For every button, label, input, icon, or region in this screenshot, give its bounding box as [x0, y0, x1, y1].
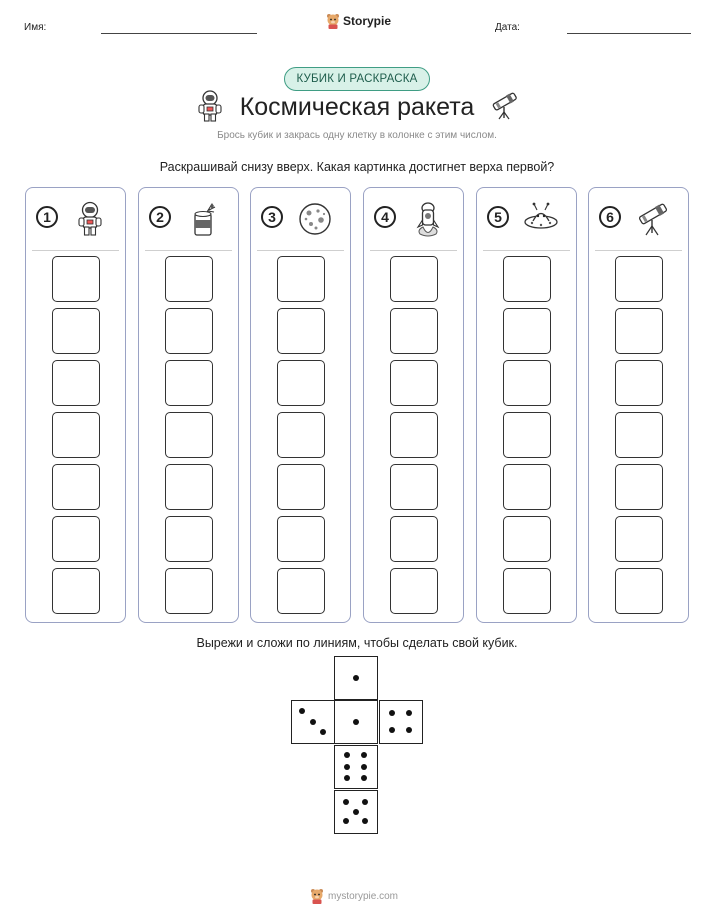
activity-badge: КУБИК И РАСКРАСКА	[284, 67, 430, 91]
column-number: 6	[599, 206, 621, 228]
storypie-logo	[326, 13, 391, 29]
food-can-icon	[184, 200, 222, 238]
column-number: 5	[487, 206, 509, 228]
name-line[interactable]	[101, 33, 257, 34]
coloring-instruction: Раскрашивай снизу вверх. Какая картинка достигнет верха первой?	[159, 160, 555, 174]
die-pip	[344, 775, 350, 781]
dice-column-3	[250, 187, 351, 623]
die-face-1	[334, 700, 378, 744]
coloring-box[interactable]	[277, 516, 325, 562]
dice-column-1	[25, 187, 126, 623]
bear-logo-icon	[326, 13, 340, 29]
coloring-box[interactable]	[165, 256, 213, 302]
coloring-box[interactable]	[165, 412, 213, 458]
column-header	[589, 200, 688, 240]
coloring-box[interactable]	[52, 412, 100, 458]
name-label: Имя:	[24, 22, 47, 33]
die-pip	[353, 675, 359, 681]
coloring-box[interactable]	[277, 256, 325, 302]
footer	[310, 888, 398, 904]
telescope-title-icon	[489, 90, 521, 122]
page-title: Космическая ракета	[239, 93, 475, 121]
dice-column-5	[476, 187, 577, 623]
coloring-box[interactable]	[615, 464, 663, 510]
die-pip	[361, 752, 367, 758]
cut-instruction: Вырежи и сложи по линиям, чтобы сделать свой кубик.	[196, 636, 518, 650]
column-divider	[32, 250, 119, 251]
coloring-box[interactable]	[52, 464, 100, 510]
coloring-box[interactable]	[52, 516, 100, 562]
coloring-box[interactable]	[503, 412, 551, 458]
coloring-box[interactable]	[165, 360, 213, 406]
telescope-icon	[634, 200, 672, 238]
coloring-box[interactable]	[503, 360, 551, 406]
coloring-box[interactable]	[52, 256, 100, 302]
coloring-box[interactable]	[390, 256, 438, 302]
column-divider	[483, 250, 570, 251]
coloring-box[interactable]	[615, 412, 663, 458]
die-pip	[320, 729, 326, 735]
die-pip	[361, 775, 367, 781]
column-divider	[595, 250, 682, 251]
column-number: 2	[149, 206, 171, 228]
coloring-box[interactable]	[390, 568, 438, 614]
footer-url: mystorypie.com	[328, 890, 399, 902]
column-number: 1	[36, 206, 58, 228]
coloring-box[interactable]	[165, 464, 213, 510]
coloring-box[interactable]	[165, 308, 213, 354]
coloring-box[interactable]	[390, 412, 438, 458]
coloring-box[interactable]	[615, 360, 663, 406]
column-divider	[370, 250, 457, 251]
die-pip	[406, 727, 412, 733]
coloring-box[interactable]	[52, 360, 100, 406]
coloring-box[interactable]	[165, 516, 213, 562]
astronaut-icon	[71, 200, 109, 238]
coloring-box[interactable]	[277, 464, 325, 510]
die-face-3	[291, 700, 335, 744]
die-pip	[310, 719, 316, 725]
coloring-box[interactable]	[277, 360, 325, 406]
coloring-box[interactable]	[165, 568, 213, 614]
coloring-box[interactable]	[615, 308, 663, 354]
die-face-6	[334, 745, 378, 789]
column-header	[26, 200, 125, 240]
column-divider	[145, 250, 232, 251]
coloring-box[interactable]	[277, 568, 325, 614]
logo-text: Storypie	[343, 14, 392, 28]
coloring-box[interactable]	[503, 464, 551, 510]
column-header	[139, 200, 238, 240]
coloring-box[interactable]	[277, 412, 325, 458]
coloring-box[interactable]	[390, 360, 438, 406]
die-pip	[343, 818, 349, 824]
dice-column-4	[363, 187, 464, 623]
moon-icon	[296, 200, 334, 238]
die-pip	[344, 752, 350, 758]
die-pip	[389, 727, 395, 733]
die-pip	[353, 809, 359, 815]
coloring-box[interactable]	[277, 308, 325, 354]
die-pip	[353, 719, 359, 725]
coloring-box[interactable]	[615, 516, 663, 562]
page-subtitle: Брось кубик и закрась одну клетку в колонке с этим числом.	[217, 130, 497, 141]
coloring-box[interactable]	[390, 516, 438, 562]
coloring-box[interactable]	[390, 308, 438, 354]
date-line[interactable]	[567, 33, 691, 34]
die-face-5	[334, 790, 378, 834]
dice-column-2	[138, 187, 239, 623]
coloring-box[interactable]	[52, 308, 100, 354]
coloring-box[interactable]	[615, 256, 663, 302]
die-pip	[406, 710, 412, 716]
bear-footer-icon	[310, 888, 324, 904]
die-pip	[362, 818, 368, 824]
die-pip	[361, 764, 367, 770]
coloring-box[interactable]	[503, 308, 551, 354]
coloring-box[interactable]	[615, 568, 663, 614]
dice-column-6	[588, 187, 689, 623]
die-face-4	[379, 700, 423, 744]
die-pip	[343, 799, 349, 805]
die-pip	[344, 764, 350, 770]
ufo-icon	[522, 200, 560, 238]
die-face-1	[334, 656, 378, 700]
die-pip	[362, 799, 368, 805]
column-number: 4	[374, 206, 396, 228]
coloring-box[interactable]	[503, 516, 551, 562]
die-pip	[389, 710, 395, 716]
coloring-box[interactable]	[503, 256, 551, 302]
coloring-box[interactable]	[52, 568, 100, 614]
column-header	[364, 200, 463, 240]
date-label: Дата:	[495, 22, 520, 33]
die-pip	[299, 708, 305, 714]
column-divider	[257, 250, 344, 251]
coloring-box[interactable]	[503, 568, 551, 614]
coloring-box[interactable]	[390, 464, 438, 510]
column-number: 3	[261, 206, 283, 228]
column-header	[477, 200, 576, 240]
rocket-icon	[409, 200, 447, 238]
column-header	[251, 200, 350, 240]
